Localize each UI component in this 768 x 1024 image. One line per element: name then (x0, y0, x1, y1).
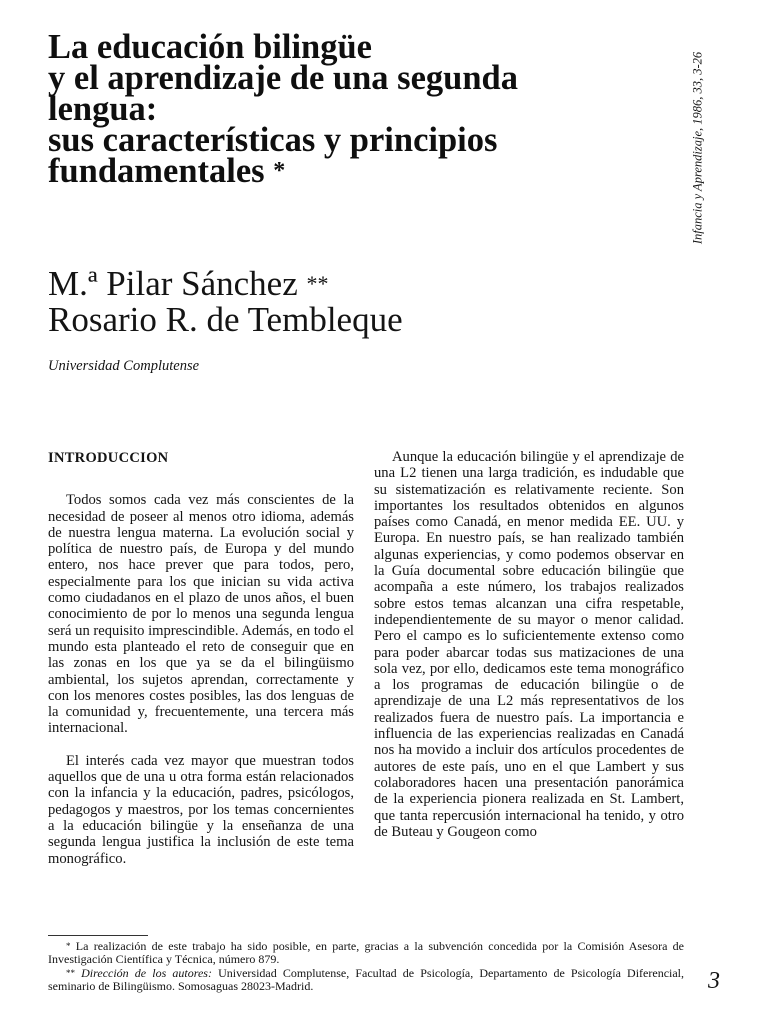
footnote-label: Dirección de los autores: (81, 965, 212, 980)
footnote-text: La realización de este trabajo ha sido posible, en parte, gracias a la subvención concedida por la Comisión Asesora de Investigación Científica y Técnica, número 879. (48, 939, 685, 967)
title-line: La educación bilingüe (48, 28, 372, 66)
footnote-text: Universidad Complutense, Facultad de Psicología, Departamento de Psicología Diferencial, seminario de Bilingüismo. Somosaguas 28023-Madrid. (48, 965, 685, 994)
left-column (48, 450, 354, 867)
title-line: lengua: (48, 90, 158, 128)
article-title (48, 28, 668, 190)
author-name: M.ª Pilar Sánchez (48, 264, 298, 303)
author-list (48, 266, 403, 338)
title-line (48, 152, 668, 190)
footnote-separator (48, 935, 148, 936)
author-line (48, 266, 403, 302)
title-line: y el aprendizaje de una segunda (48, 59, 518, 97)
title-line: sus características y principios (48, 121, 498, 159)
author-footnote-mark: ** (306, 271, 329, 296)
affiliation: Universidad Complutense (48, 358, 200, 374)
journal-citation (688, 38, 708, 258)
footnote-mark: * (66, 941, 71, 951)
author-name: Rosario R. de Tembleque (48, 300, 403, 339)
title-footnote-mark: * (273, 158, 286, 184)
title-line-text: fundamentales (48, 152, 265, 190)
body-paragraph: El interés cada vez mayor que muestran todos aquellos que de una u otra forma están relacionados con la infancia y la educación, padres, psicólogos, pedagogos y maestros, por los temas concernientes a la educación bilingüe y la enseñanza de una segunda lengua justifica la inclusión de este tema monográfico. (48, 752, 354, 867)
body-paragraph: Aunque la educación bilingüe y el aprendizaje de una L2 tienen una larga tradición, es indudable que su sistematización es relativamente reciente. Son importantes los resultados obtenidos en algunos países como Canadá, en menor medida EE. UU. y Europa. En nuestro país, se han realizado también algunas experiencias, y como podemos observar en la Guía documental sobre educación bilingüe que acompaña a este número, los trabajos realizados sobre estos temas alcanzan una cifra respetable, independientemente de su mayor o menor calidad. Pero el campo es lo suficientemente extenso como para poder abarcar todas sus matizaciones de una sola vez, por ello, dedicamos este tema monográfico a los programas de educación bilingüe o de aprendizaje de una L2 más representativos de los realizados fuera de nuestro país. La importancia e influencia de las experiencias realizadas en Canadá nos ha movido a incluir dos artículos procedentes de autores de este país, uno en el que Lambert y sus colaboradores hacen una presentación panorámica de la experiencia pionera realizada en St. Lambert, que tanta repercusión internacional ha tenido, y otro de Buteau y Gougeon como (374, 449, 684, 840)
footnote-mark: ** (66, 967, 75, 978)
body-paragraph: Todos somos cada vez más conscientes de la necesidad de poseer al menos otro idioma, además de nuestra lengua materna. La evolución social y política de nuestro país, de Europa y del mundo entero, nos hace prever que para todos, pero, especialmente para los que inician su vida activa como ciudadanos en el plazo de unos años, el buen conocimiento de por lo menos una segunda lengua será un requisito imprescindible. Además, en todo el mundo esta planteado el reto de conseguir que en las zonas en los que ya se da el bilingüismo ambiental, los sujetos aprendan, correctamente y con los menores costes posibles, las dos lenguas de la comunidad y, frecuentemente, una tercera más internacional. (48, 492, 354, 737)
right-column (374, 449, 684, 840)
section-heading: INTRODUCCION (48, 450, 169, 466)
footnotes (48, 940, 684, 994)
footnote (48, 940, 684, 967)
page-number: 3 (708, 968, 720, 994)
journal-citation-text: Infancia y Aprendizaje, 1986, 33, 3-26 (690, 51, 705, 245)
footnote (48, 967, 684, 994)
